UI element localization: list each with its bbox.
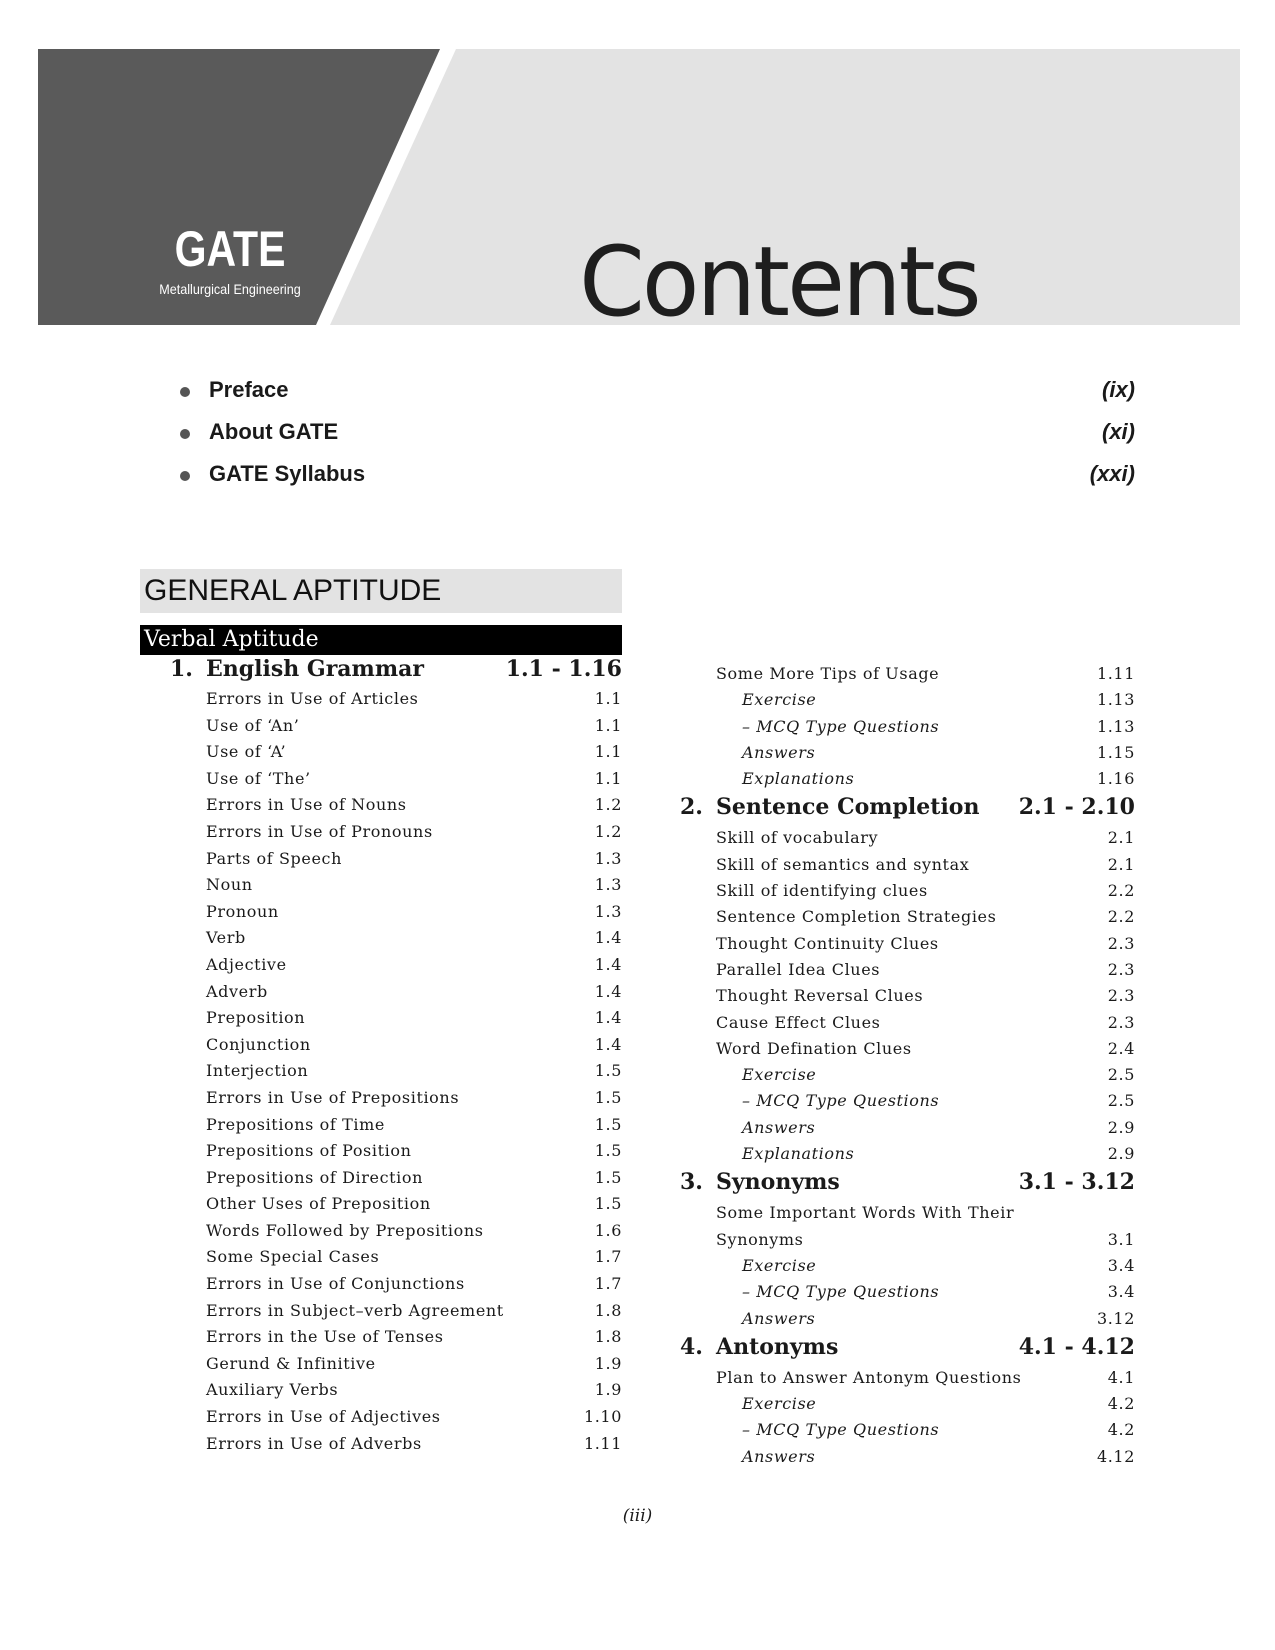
toc-entry-title: Answers [742,742,816,762]
toc-entry[interactable] [680,825,1135,851]
toc-entry-page: 1.3 [594,848,622,868]
toc-entry-title: Skill of identifying clues [716,881,928,901]
toc-entry-page: 1.16 [1096,769,1135,789]
toc-entry[interactable] [170,1005,622,1032]
chapter-title: Synonyms [716,1169,840,1196]
toc-entry-title: Noun [206,875,253,895]
toc-entry-page: 2.5 [1107,1065,1135,1085]
toc-entry-title: Exercise [742,1255,817,1275]
toc-entry-page: 3.12 [1096,1308,1135,1328]
toc-entry-page: 4.1 [1107,1367,1135,1387]
toc-entry-page: 1.2 [594,795,622,815]
toc-entry[interactable] [680,1417,1135,1443]
toc-entry-title: Use of ‘An’ [206,715,300,735]
toc-entry-title: Parts of Speech [206,848,343,868]
toc-entry[interactable] [680,1279,1135,1305]
toc-entry-title: Explanations [742,769,855,789]
chapter-heading[interactable] [680,1169,1135,1200]
toc-entry[interactable] [680,766,1135,792]
toc-entry-page: 4.2 [1107,1394,1135,1414]
toc-entry-page: 2.1 [1107,854,1135,874]
toc-entry-title: Answers [742,1117,816,1137]
toc-entry-page: 2.9 [1107,1117,1135,1137]
toc-entry[interactable] [680,1010,1135,1036]
toc-entry-page: 1.5 [594,1194,622,1214]
front-matter-list [180,377,1135,508]
chapter-page-range: 4.1 - 4.12 [1018,1333,1135,1360]
toc-entry-page: 3.1 [1107,1229,1135,1249]
toc-entry-page: 1.1 [594,742,622,762]
toc-entry-title: Thought Continuity Clues [716,933,939,953]
toc-entry-title: Answers [742,1308,816,1328]
toc-entry-page: 2.9 [1107,1144,1135,1164]
toc-entry-page: 1.4 [594,928,622,948]
bullet-icon [180,471,190,481]
toc-entry[interactable] [170,1244,622,1271]
toc-entry[interactable] [170,1218,622,1245]
front-matter-label: Preface [209,377,289,402]
toc-entry[interactable] [170,819,622,846]
toc-entry[interactable] [170,899,622,926]
toc-entry[interactable] [680,904,1135,930]
toc-entry-title: Errors in Use of Conjunctions [206,1274,465,1294]
front-matter-label: GATE Syllabus [209,461,366,486]
bullet-icon [180,387,190,397]
toc-entry-page: 1.10 [583,1407,622,1427]
toc-entry-title: Auxiliary Verbs [206,1380,339,1400]
toc-entry-title: – MCQ Type Questions [742,1420,940,1440]
toc-entry-title: Pronoun [206,901,279,921]
toc-entry[interactable] [170,739,622,766]
toc-entry-title: Errors in Use of Nouns [206,795,407,815]
toc-entry[interactable] [170,1085,622,1112]
toc-entry-list [680,1365,1135,1470]
toc-entry-title: Conjunction [206,1034,311,1054]
toc-left-column [170,656,622,1457]
toc-entry[interactable] [680,1141,1135,1167]
toc-entry-title: Errors in Use of Pronouns [206,821,433,841]
toc-entry-title: Interjection [206,1061,309,1081]
chapter-number: 3. [680,1169,703,1196]
toc-entry[interactable] [170,713,622,740]
toc-entry-page: 2.2 [1107,881,1135,901]
toc-entry-title: Some Important Words With Their [716,1203,1015,1223]
toc-entry-title: Word Defination Clues [716,1038,912,1058]
toc-entry[interactable] [680,983,1135,1009]
toc-entry[interactable] [170,1191,622,1218]
toc-entry-title: Plan to Answer Antonym Questions [716,1367,1022,1387]
chapter-heading[interactable] [680,1334,1135,1365]
toc-entry-page: 1.1 [594,689,622,708]
toc-entry-title: – MCQ Type Questions [742,1282,940,1302]
toc-entry[interactable] [170,925,622,952]
toc-entry-list [170,686,622,1457]
toc-entry-title: Some More Tips of Usage [716,664,940,683]
toc-entry[interactable] [170,1377,622,1404]
toc-entry-title: Use of ‘A’ [206,742,287,762]
front-matter-item[interactable] [180,461,1135,508]
chapter-title: English Grammar [206,656,424,682]
toc-entry[interactable] [170,1138,622,1165]
toc-entry-title: Skill of semantics and syntax [716,854,970,874]
toc-entry-page: 2.3 [1107,933,1135,953]
toc-entry-page: 1.1 [594,715,622,735]
toc-entry[interactable] [680,1062,1135,1088]
toc-entry-title: Exercise [742,1065,817,1085]
toc-entry-page: 4.12 [1096,1446,1135,1466]
toc-entry-title: Exercise [742,1394,817,1414]
toc-entry-page: 1.5 [594,1061,622,1081]
toc-entry-title: Prepositions of Time [206,1114,385,1134]
toc-entry-title: – MCQ Type Questions [742,1091,940,1111]
toc-entry[interactable] [170,872,622,899]
chapter-number: 1. [170,656,193,682]
toc-entry[interactable] [680,1365,1135,1391]
toc-entry-page: 2.3 [1107,986,1135,1006]
toc-entry-page: 1.11 [1096,664,1135,683]
toc-entry[interactable] [680,1391,1135,1417]
toc-entry-page: 1.15 [1096,742,1135,762]
toc-entry[interactable] [680,931,1135,957]
chapter-page-range: 1.1 - 1.16 [505,656,622,682]
toc-entry-page: 2.1 [1107,828,1135,848]
chapter-title: Sentence Completion [716,794,980,821]
toc-entry[interactable] [170,1058,622,1085]
toc-entry-title: Errors in Subject–verb Agreement [206,1300,504,1320]
toc-entry-title: Synonyms [716,1229,804,1249]
toc-entry-list [680,1200,1135,1331]
chapter-page-range: 3.1 - 3.12 [1018,1169,1135,1196]
front-matter-page: (ix) [1102,377,1135,402]
toc-entry-title: Cause Effect Clues [716,1012,881,1032]
brand-block [150,222,310,298]
toc-entry-page: 1.13 [1096,716,1135,736]
toc-entry-title: Verb [206,928,246,948]
toc-entry[interactable] [680,1253,1135,1279]
toc-entry[interactable] [170,1351,622,1378]
toc-entry-page: 1.4 [594,1008,622,1028]
toc-entry[interactable] [680,1306,1135,1332]
front-matter-page: (xxi) [1089,461,1135,486]
toc-entry-title: Errors in Use of Adverbs [206,1433,422,1453]
toc-entry-page: 2.3 [1107,1012,1135,1032]
toc-entry-title: Skill of vocabulary [716,828,879,848]
toc-entry[interactable] [680,1115,1135,1141]
toc-entry-title: Prepositions of Position [206,1141,412,1161]
toc-entry-page: 1.8 [594,1300,622,1320]
toc-entry[interactable] [680,661,1135,687]
toc-entry[interactable] [680,687,1135,713]
toc-entry-title: Words Followed by Prepositions [206,1220,484,1240]
toc-entry-title: Other Uses of Preposition [206,1194,431,1214]
chapter-page-range: 2.1 - 2.10 [1018,794,1135,821]
toc-entry[interactable] [680,1088,1135,1114]
toc-entry-page: 1.4 [594,981,622,1001]
toc-entry-title: Errors in Use of Articles [206,689,419,708]
toc-entry-title: Errors in the Use of Tenses [206,1327,444,1347]
toc-entry[interactable] [170,846,622,873]
front-matter-item[interactable] [180,377,1135,424]
toc-entry[interactable] [680,1036,1135,1062]
toc-entry-page: 1.4 [594,954,622,974]
toc-entry-page: 1.5 [594,1141,622,1161]
toc-entry-page: 1.3 [594,875,622,895]
toc-entry-title: Preposition [206,1008,306,1028]
toc-entry-title: Parallel Idea Clues [716,959,881,979]
toc-entry-page: 1.13 [1096,690,1135,710]
toc-entry-page: 1.5 [594,1114,622,1134]
toc-entry-page: 2.4 [1107,1038,1135,1058]
front-matter-page: (xi) [1102,419,1135,444]
toc-entry-title: Gerund & Infinitive [206,1353,376,1373]
toc-entry-list [680,825,1135,1167]
toc-entry-page: 1.3 [594,901,622,921]
toc-entry-title: Exercise [742,690,817,710]
brand-title: GATE [174,221,286,277]
toc-right-column [680,661,1135,1470]
toc-entry[interactable] [680,1227,1135,1253]
chapter-number: 2. [680,794,703,821]
toc-entry-page: 1.8 [594,1327,622,1347]
toc-entry[interactable] [170,1165,622,1192]
toc-entry[interactable] [680,714,1135,740]
toc-entry[interactable] [170,1271,622,1298]
toc-entry[interactable] [170,1431,622,1458]
toc-entry-list [680,661,1135,792]
toc-entry[interactable] [170,1404,622,1431]
toc-entry[interactable] [170,952,622,979]
toc-entry[interactable] [170,1324,622,1351]
page-title: Contents [579,226,979,338]
toc-entry-page: 1.5 [594,1087,622,1107]
toc-entry-page: 2.5 [1107,1091,1135,1111]
front-matter-label: About GATE [209,419,339,444]
section-title: GENERAL APTITUDE [140,569,622,613]
chapter-title: Antonyms [716,1333,839,1360]
toc-entry-page: 1.4 [594,1034,622,1054]
toc-entry-title: Adverb [206,981,268,1001]
toc-entry-page: 1.6 [594,1220,622,1240]
toc-entry[interactable] [170,766,622,793]
toc-entry[interactable] [170,979,622,1006]
toc-entry-title: Thought Reversal Clues [716,986,924,1006]
page-number: (iii) [622,1506,653,1526]
toc-entry-title: Explanations [742,1144,855,1164]
toc-entry-page: 3.4 [1107,1255,1135,1275]
toc-entry[interactable] [680,878,1135,904]
toc-entry-page: 2.2 [1107,907,1135,927]
toc-entry-page: 2.3 [1107,959,1135,979]
toc-entry-title: Sentence Completion Strategies [716,907,997,927]
chapter-heading[interactable] [170,656,622,686]
toc-entry-page: 3.4 [1107,1282,1135,1302]
toc-entry[interactable] [170,792,622,819]
toc-entry-page: 1.2 [594,821,622,841]
toc-entry-page: 1.9 [594,1380,622,1400]
toc-entry-page: 1.11 [583,1433,622,1453]
toc-entry[interactable] [170,1112,622,1139]
toc-entry-page: 1.5 [594,1167,622,1187]
toc-entry[interactable] [680,852,1135,878]
chapter-heading[interactable] [680,794,1135,825]
toc-entry-title: Errors in Use of Adjectives [206,1407,441,1427]
toc-entry-title: Some Special Cases [206,1247,380,1267]
bullet-icon [180,429,190,439]
toc-entry-title: Errors in Use of Prepositions [206,1087,460,1107]
toc-entry[interactable] [170,1298,622,1325]
toc-entry-title: Adjective [206,954,287,974]
toc-entry-page: 1.7 [594,1247,622,1267]
toc-entry[interactable] [680,1200,1135,1226]
toc-entry-title: Answers [742,1446,816,1466]
subsection-title: Verbal Aptitude [140,625,622,655]
toc-entry-title: Use of ‘The’ [206,768,311,788]
toc-entry[interactable] [680,1444,1135,1470]
toc-entry-page: 1.7 [594,1274,622,1294]
chapter-number: 4. [680,1333,703,1360]
toc-entry-page: 1.9 [594,1353,622,1373]
toc-entry[interactable] [170,1032,622,1059]
toc-entry[interactable] [680,740,1135,766]
toc-entry[interactable] [170,686,622,713]
brand-subtitle: Metallurgical Engineering [159,281,301,297]
toc-entry-title: Prepositions of Direction [206,1167,424,1187]
toc-entry-title: – MCQ Type Questions [742,716,940,736]
toc-entry-page: 4.2 [1107,1420,1135,1440]
front-matter-item[interactable] [180,419,1135,466]
toc-entry[interactable] [680,957,1135,983]
toc-entry-page: 1.1 [594,768,622,788]
